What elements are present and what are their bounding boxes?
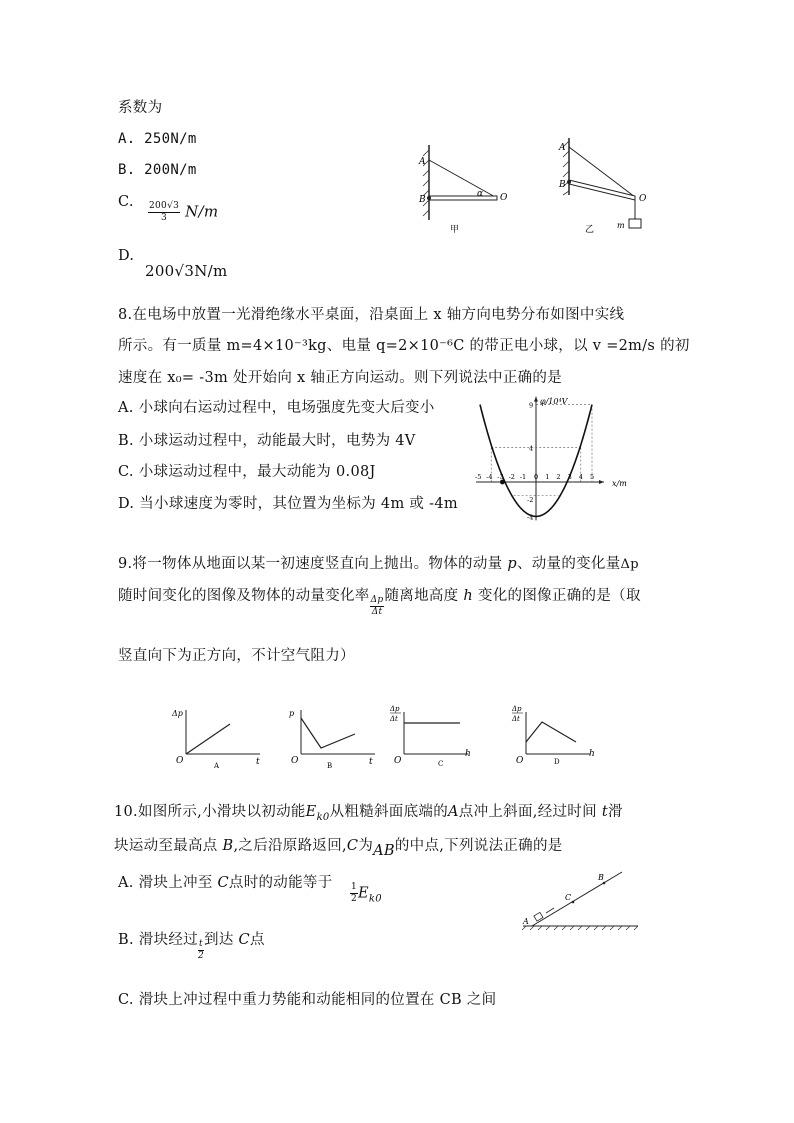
x-tick-0: 0 [534,473,539,481]
q9-graph-b-origin: O [291,756,299,766]
q7-option-c-value [148,201,218,224]
q10-line-2-text-d: 的中点,下列说法正确的是 [394,838,563,854]
q8-option-a: A. 小球向右运动过程中，电场强度先变大后变小 [118,400,435,416]
q9-rate-fraction [370,595,385,618]
q9-line-1-text-b: 、动量的变化量 [516,556,621,572]
q9-rate-numerator: Δp [370,595,384,605]
q9-graph-d-xlabel: h [589,749,595,759]
q9-graph-b-caption: B [327,762,333,770]
q10-half-fraction [350,882,358,905]
q10-option-b [118,928,265,962]
q9-delta-p-symbol: Δp [620,557,639,572]
q9-graph-a-xlabel: t [256,757,260,767]
q10-ek0-subscript: k0 [316,811,330,823]
q9-line-2-text-c: 变化的图像正确的是（取 [473,588,641,604]
q10-point-c: C [346,838,359,854]
q10-half-denominator: 2 [351,894,358,904]
x-tick--5: -5 [475,473,482,481]
q7-fig-left-caption: 甲 [450,225,460,235]
q10-option-a-point-c: C [217,875,229,891]
q7-fig-left-label-alpha: α [477,189,484,199]
q10-point-a: A [448,804,459,820]
q10-option-b-text-c: 点 [249,932,265,948]
q10-option-a-text-a: A. 滑块上冲至 [118,875,218,891]
q7-option-c-numerator: 200√3 [149,201,180,211]
q9-graph-c [388,702,488,772]
x-tick-4: 4 [578,473,583,481]
q7-option-c-denominator: 3 [161,213,168,223]
q10-line-1-text-b: 从粗糙斜面底端的 [329,804,448,820]
q10-fig-label-b: B [598,873,604,882]
q10-half-numerator: 1 [351,882,358,892]
x-tick--2: -2 [508,473,515,481]
q9-momentum-symbol: p [507,556,517,572]
q9-graph-c-ylabel-num: Δp [390,705,400,713]
q7-stem-tail: 系数为 [118,100,163,116]
x-tick--1: -1 [519,473,527,481]
q9-line-2-text-b: 随离地高度 [384,588,464,604]
q7-fig-right-label-b: B [559,180,566,190]
q7-fig-left-label-b: B [419,195,426,205]
q8-option-d: D. 当小球速度为零时，其位置为坐标为 4m 或 -4m [118,496,458,512]
q9-graph-a-caption: A [214,762,220,770]
q10-option-a-text-b: 点时的动能等于 [228,875,333,891]
q7-option-c-fraction [148,201,180,224]
x-tick-1: 1 [545,473,550,481]
q10-t-half-denominator: 2 [197,951,205,961]
q7-option-b: B. 200N/m [118,162,197,178]
x-axis-arrow [599,480,604,484]
q9-graph-d [510,702,610,772]
q10-line-1 [114,800,623,823]
q10-option-a [118,871,333,892]
q9-rate-denominator: Δt [371,607,383,617]
q10-option-c: C. 滑块上冲过程中重力势能和动能相同的位置在 CB 之间 [118,992,497,1008]
q10-option-b-point-c: C [238,932,250,948]
q7-figure-left [415,140,525,240]
q7-fig-right-caption: 乙 [585,225,595,235]
q10-line-2-text-a: 块运动至最高点 [114,838,223,854]
q10-segment-ab: AB [373,843,395,859]
q7-fig-right-label-m: m [617,221,625,230]
q10-line-1-text-d: 滑 [607,804,623,820]
q7-figure-right [555,135,665,240]
q9-graph-b-ylabel: p [289,709,295,718]
y-tick--4: -4 [527,513,534,522]
y-tick-9: 9 [529,401,534,410]
x-tick-2: 2 [556,473,561,481]
q10-option-a-ek0-subscript: k0 [368,893,382,905]
q9-graph-b [285,702,385,772]
q10-line-2 [114,834,563,859]
q10-t-half-numerator: t [199,939,203,949]
q9-graph-d-caption: D [554,758,560,766]
x-tick--3: -3 [497,473,504,481]
q9-graph-c-xlabel: h [465,749,471,759]
q8-chart-ylabel: φ/10⁴V [540,397,568,406]
q9-graph-b-xlabel: t [369,757,373,767]
q10-time-symbol: t [601,804,608,820]
q10-option-b-text-a: B. 滑块经过 [118,932,198,948]
q7-fig-right-label-a: A [559,143,566,153]
q8-chart-xlabel: x/m [612,479,627,488]
q7-fig-left-label-o: O [500,193,508,203]
x-tick--4: -4 [486,473,493,481]
q9-graph-a-origin: O [176,756,184,766]
q8-option-c: C. 小球运动过程中，最大动能为 0.08J [118,464,376,480]
q10-line-2-text-c: 为 [358,838,374,854]
q9-graph-a [170,702,270,772]
q9-line-1 [118,552,639,573]
x-tick-3: 3 [567,473,572,481]
q7-option-a: A. 250N/m [118,131,197,147]
q10-option-b-text-b: 到达 [204,932,239,948]
q9-line-2-text-a: 随时间变化的图像及物体的动量变化率 [118,588,370,604]
q10-option-a-value [350,882,382,905]
q9-graph-d-ylabel-num: Δp [512,705,522,713]
q9-graph-a-ylabel: Δp [172,709,183,718]
y-tick--2: -2 [527,496,534,505]
q10-incline-figure [518,866,643,932]
q7-option-d-label: D. [118,248,135,264]
y-axis-arrow [534,397,538,402]
x-tick-5: 5 [590,473,595,481]
q10-option-a-ek0: E [358,885,369,902]
q7-option-c-unit: N/m [185,202,219,221]
q7-fig-left-label-a: A [419,157,426,167]
q9-graph-c-ylabel-den: Δt [390,715,398,723]
q9-graph-c-caption: C [438,760,444,768]
q9-line-3: 竖直向下为正方向，不计空气阻力） [118,648,355,664]
q10-ek0-symbol: E [305,804,317,820]
q10-point-b: B [222,838,234,854]
q9-line-1-text-a: 9.将一物体从地面以某一初速度竖直向上抛出。物体的动量 [118,556,508,572]
q7-fig-right-label-o: O [639,194,647,204]
y-tick-4: 4 [529,444,534,453]
q10-fig-label-c: C [565,893,572,902]
q8-stem-line-3: 速度在 x₀= -3m 处开始向 x 轴正方向运动。则下列说法中正确的是 [118,370,563,386]
q9-line-2 [118,584,641,618]
q8-stem-line-2: 所示。有一质量 m=4×10⁻³kg、电量 q=2×10⁻⁶C 的带正电小球，以 v =2m/s 的初 [118,338,690,354]
q10-line-2-text-b: ,之后沿原路返回, [233,838,347,854]
q9-graph-c-origin: O [394,756,402,766]
q9-graph-d-ylabel-den: Δt [512,715,520,723]
q10-line-1-text-c: 点冲上斜面,经过时间 [458,804,602,820]
q7-option-c-label: C. [118,194,134,210]
q10-line-1-text-a: 10.如图所示,小滑块以初动能 [114,804,306,820]
q10-fig-label-a: A [523,917,529,926]
q9-graph-d-origin: O [516,756,524,766]
q8-stem-line-1: 8.在电场中放置一光滑绝缘水平桌面，沿桌面上 x 轴方向电势分布如图中实线 [118,307,625,323]
q8-potential-chart [468,392,648,522]
q9-height-symbol: h [463,588,474,604]
q8-option-b: B. 小球运动过程中，动能最大时，电势为 4V [118,433,416,449]
q7-option-d-value: 200√3N/m [145,262,228,280]
